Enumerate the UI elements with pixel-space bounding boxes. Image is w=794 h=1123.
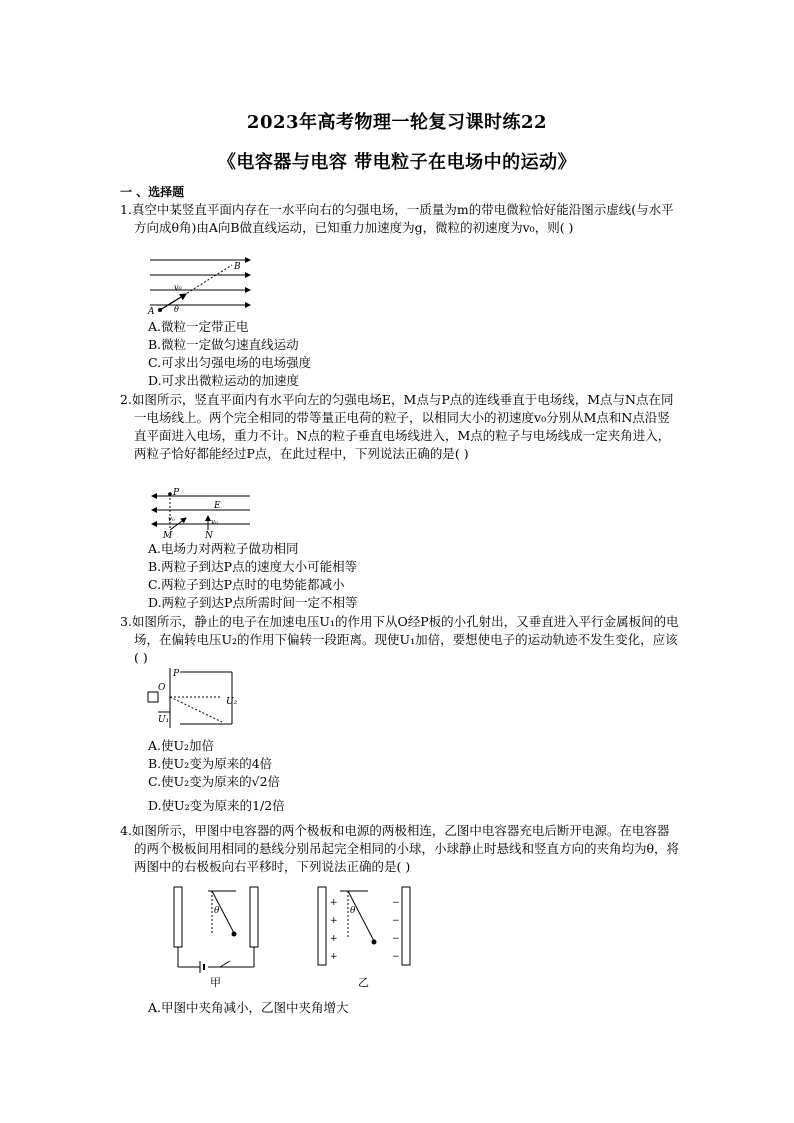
thread	[348, 891, 374, 941]
minus-sign: −	[392, 952, 400, 962]
q1-option-c: C.可求出匀强电场的电场强度	[148, 355, 312, 370]
label-theta-jia: θ	[214, 906, 220, 916]
label-b: B	[234, 262, 241, 272]
q3-option-d: D.使U₂变为原来的1/2倍	[148, 798, 285, 813]
label-a: A	[148, 307, 155, 316]
label-v0-n: v₀	[211, 518, 218, 526]
label-p: P	[173, 669, 180, 679]
ball	[232, 932, 237, 937]
label-n: N	[205, 531, 213, 538]
plus-sign: +	[330, 934, 338, 944]
point-a	[158, 308, 162, 312]
q1-figure	[146, 254, 258, 316]
q3-option-c: C.使U₂变为原来的√2倍	[148, 774, 281, 789]
q1-option-a: A.微粒一定带正电	[148, 319, 249, 334]
trajectory	[170, 697, 222, 722]
q3-option-a: A.使U₂加倍	[148, 738, 215, 753]
label-p: P	[173, 488, 180, 498]
plus-sign: +	[330, 952, 338, 962]
label-m: M	[163, 531, 173, 538]
minus-sign: −	[392, 934, 400, 944]
question-2-stem: 2.如图所示，竖直平面内有水平向左的匀强电场E，M点与P点的连线垂直于电场线，M点与N点在同一电场线上。两个完全相同的带等量正电荷的粒子，以相同大小的初速度v₀分别从M点和N点沿竖直平面进入电场，重力不计。N点的粒子垂直电场线进入，M点的粒子与电场线成一定夹角进入，两粒子恰好都能经过P点，在此过程中，下列说法正确的是( )	[120, 392, 674, 461]
right-plate-jia	[250, 887, 258, 947]
q1-option-d: D.可求出微粒运动的加速度	[148, 373, 300, 388]
left-plate-jia	[174, 887, 182, 947]
left-plate-yi	[318, 887, 326, 965]
question-2	[120, 391, 680, 463]
q2-option-a: A.电场力对两粒子做功相同	[148, 541, 299, 556]
q3-figure	[146, 666, 246, 736]
label-yi: 乙	[358, 976, 369, 989]
section-heading: 一 、选择题	[120, 185, 185, 199]
question-1-stem: 1.真空中某竖直平面内存在一水平向右的匀强电场，一质量为m的带电微粒恰好能沿图示虚线(与水平方向成θ角)由A向B做直线运动，已知重力加速度为g，微粒的初速度为v₀，则( )	[120, 202, 674, 235]
q4-option-a: A.甲图中夹角减小，乙图中夹角增大	[148, 1000, 349, 1015]
ball	[372, 940, 377, 945]
switch-icon	[220, 961, 230, 967]
q2-option-d: D.两粒子到达P点所需时间一定不相等	[148, 595, 358, 610]
question-4	[120, 822, 680, 876]
label-e: E	[214, 501, 221, 511]
label-u2: U₂	[226, 697, 238, 707]
question-1	[120, 201, 680, 237]
velocity-arrow	[160, 294, 186, 310]
label-u1: U₁	[158, 715, 170, 725]
q2-figure	[146, 486, 258, 538]
question-3-stem: 3.如图所示，静止的电子在加速电压U₁的作用下从O经P板的小孔射出，又垂直进入平行金属板间的电场，在偏转电压U₂的作用下偏转一段距离。现使U₁加倍，要想使电子的运动轨迹不发生变化，应该( )	[120, 614, 679, 665]
plus-sign: +	[330, 916, 338, 926]
label-v0: v₀	[174, 283, 182, 292]
q3-option-b: B.使U₂变为原来的4倍	[148, 756, 273, 771]
point-p	[168, 492, 172, 496]
q2-option-b: B.两粒子到达P点的速度大小可能相等	[148, 559, 358, 574]
q4-figure	[152, 883, 422, 991]
page-subtitle: 《电容器与电容 带电粒子在电场中的运动》	[217, 152, 577, 173]
label-o: O	[158, 683, 166, 693]
minus-sign: −	[392, 898, 400, 908]
right-plate-yi	[402, 887, 410, 965]
q1-option-b: B.微粒一定做匀速直线运动	[148, 337, 299, 352]
question-3	[120, 613, 680, 667]
label-theta: θ	[174, 305, 179, 314]
q2-option-c: C.两粒子到达P点时的电势能都减小	[148, 577, 345, 592]
minus-sign: −	[392, 916, 400, 926]
electron-source	[148, 692, 158, 702]
label-theta-yi: θ	[350, 906, 356, 916]
question-4-stem: 4.如图所示，甲图中电容器的两个极板和电源的两极相连，乙图中电容器充电后断开电源。在电容器的两个极板间用相同的悬线分别吊起完全相同的小球，小球静止时悬线和竖直方向的夹角均为θ，将两图中的右极板向右平移时，下列说法正确的是( )	[120, 823, 680, 874]
plus-sign: +	[330, 898, 338, 908]
label-jia: 甲	[210, 976, 221, 989]
page-title: 2023年高考物理一轮复习课时练22	[246, 112, 548, 133]
label-v0-m: v₀	[168, 515, 175, 523]
